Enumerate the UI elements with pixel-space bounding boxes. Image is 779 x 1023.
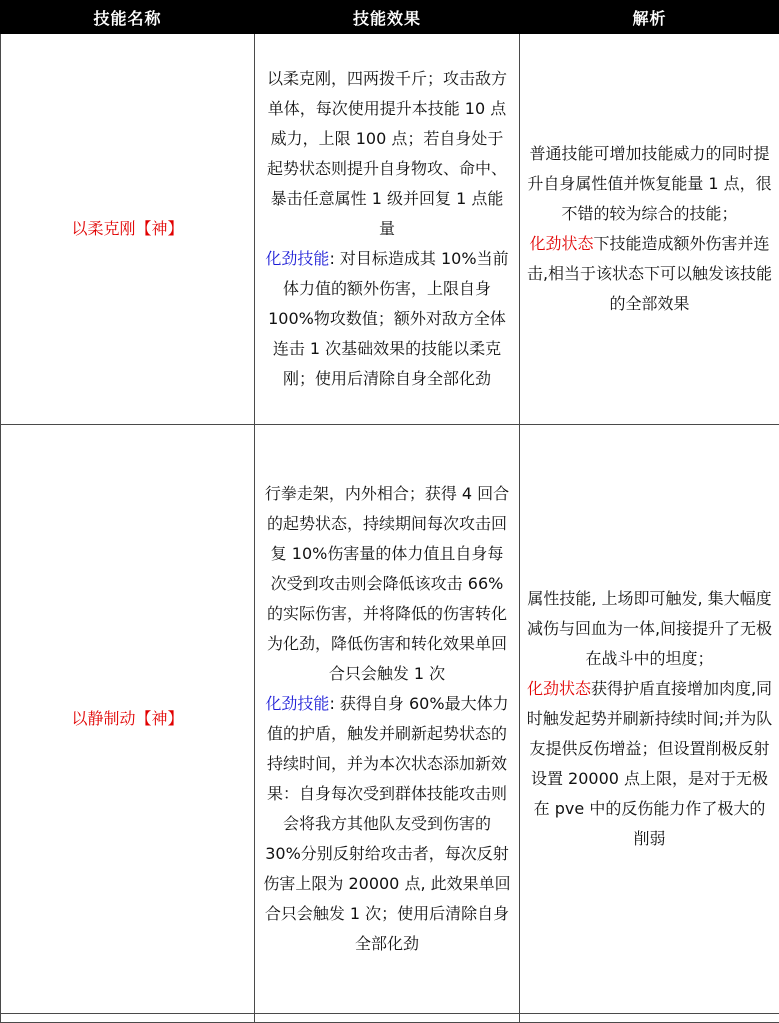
analysis-huajin-keyword: 化劲状态 [529, 234, 593, 253]
header-skill-effect: 技能效果 [255, 1, 520, 34]
table-row [1, 425, 779, 1014]
effect-main-text: 行拳走架，内外相合；获得 4 回合的起势状态，持续期间每次攻击回复 10%伤害量的体力值且自身每次受到攻击则会降低该攻击 66%的实际伤害，并将降低的伤害转化为化劲，降低伤害和转化效果单回合只会触发 1 次 [265, 484, 509, 683]
analysis-huajin-text: 下技能造成额外伤害并连击,相当于该状态下可以触发该技能的全部效果 [527, 234, 772, 313]
analysis-huajin-keyword: 化劲状态 [527, 679, 591, 698]
analysis-main-text: 属性技能, 上场即可触发, 集大幅度减伤与回血为一体,间接提升了无极在战斗中的坦度； [527, 589, 772, 668]
empty-cell [255, 1014, 520, 1023]
skill-name-cell [1, 34, 255, 425]
empty-cell [520, 1014, 779, 1023]
table-row [1, 34, 779, 425]
effect-main-text: 以柔克刚，四两拨千斤；攻击敌方单体，每次使用提升本技能 10 点威力，上限 100 点；若自身处于起势状态则提升自身物攻、命中、暴击任意属性 1 级并回复 1 点能量 [267, 69, 507, 238]
skill-name: 以柔克刚【神】 [71, 219, 183, 238]
analysis-cell [520, 34, 779, 425]
analysis-cell [520, 425, 779, 1014]
effect-huajin-keyword: 化劲技能 [265, 694, 329, 713]
skill-effect-cell [255, 34, 520, 425]
analysis-huajin-text: 获得护盾直接增加肉度,同时触发起势并刷新持续时间;并为队友提供反伤增益；但设置削极反射设置 20000 点上限，是对于无极在 pve 中的反伤能力作了极大的削弱 [527, 679, 772, 848]
table-header-row [1, 1, 779, 34]
empty-cell [1, 1014, 255, 1023]
skill-effect-cell [255, 425, 520, 1014]
skill-name: 以静制动【神】 [71, 709, 183, 728]
analysis-main-text: 普通技能可增加技能威力的同时提升自身属性值并恢复能量 1 点，很不错的较为综合的技能； [527, 144, 771, 223]
effect-huajin-keyword: 化劲技能 [265, 249, 329, 268]
effect-huajin-text: : 获得自身 60%最大体力值的护盾，触发并刷新起势状态的持续时间，并为本次状态添加新效果：自身每次受到群体技能攻击则会将我方其他队友受到伤害的 30%分别反射给攻击者，每次反射伤害上限为 20000 点, 此效果单回合只会触发 1 次；使用后清除自身全部化劲 [263, 694, 510, 953]
header-skill-name: 技能名称 [1, 1, 255, 34]
skill-name-cell [1, 425, 255, 1014]
table-row-partial [1, 1014, 779, 1023]
effect-huajin-text: : 对目标造成其 10%当前体力值的额外伤害，上限自身 100%物攻数值；额外对敌方全体连击 1 次基础效果的技能以柔克刚；使用后清除自身全部化劲 [268, 249, 508, 388]
header-analysis: 解析 [520, 1, 779, 34]
